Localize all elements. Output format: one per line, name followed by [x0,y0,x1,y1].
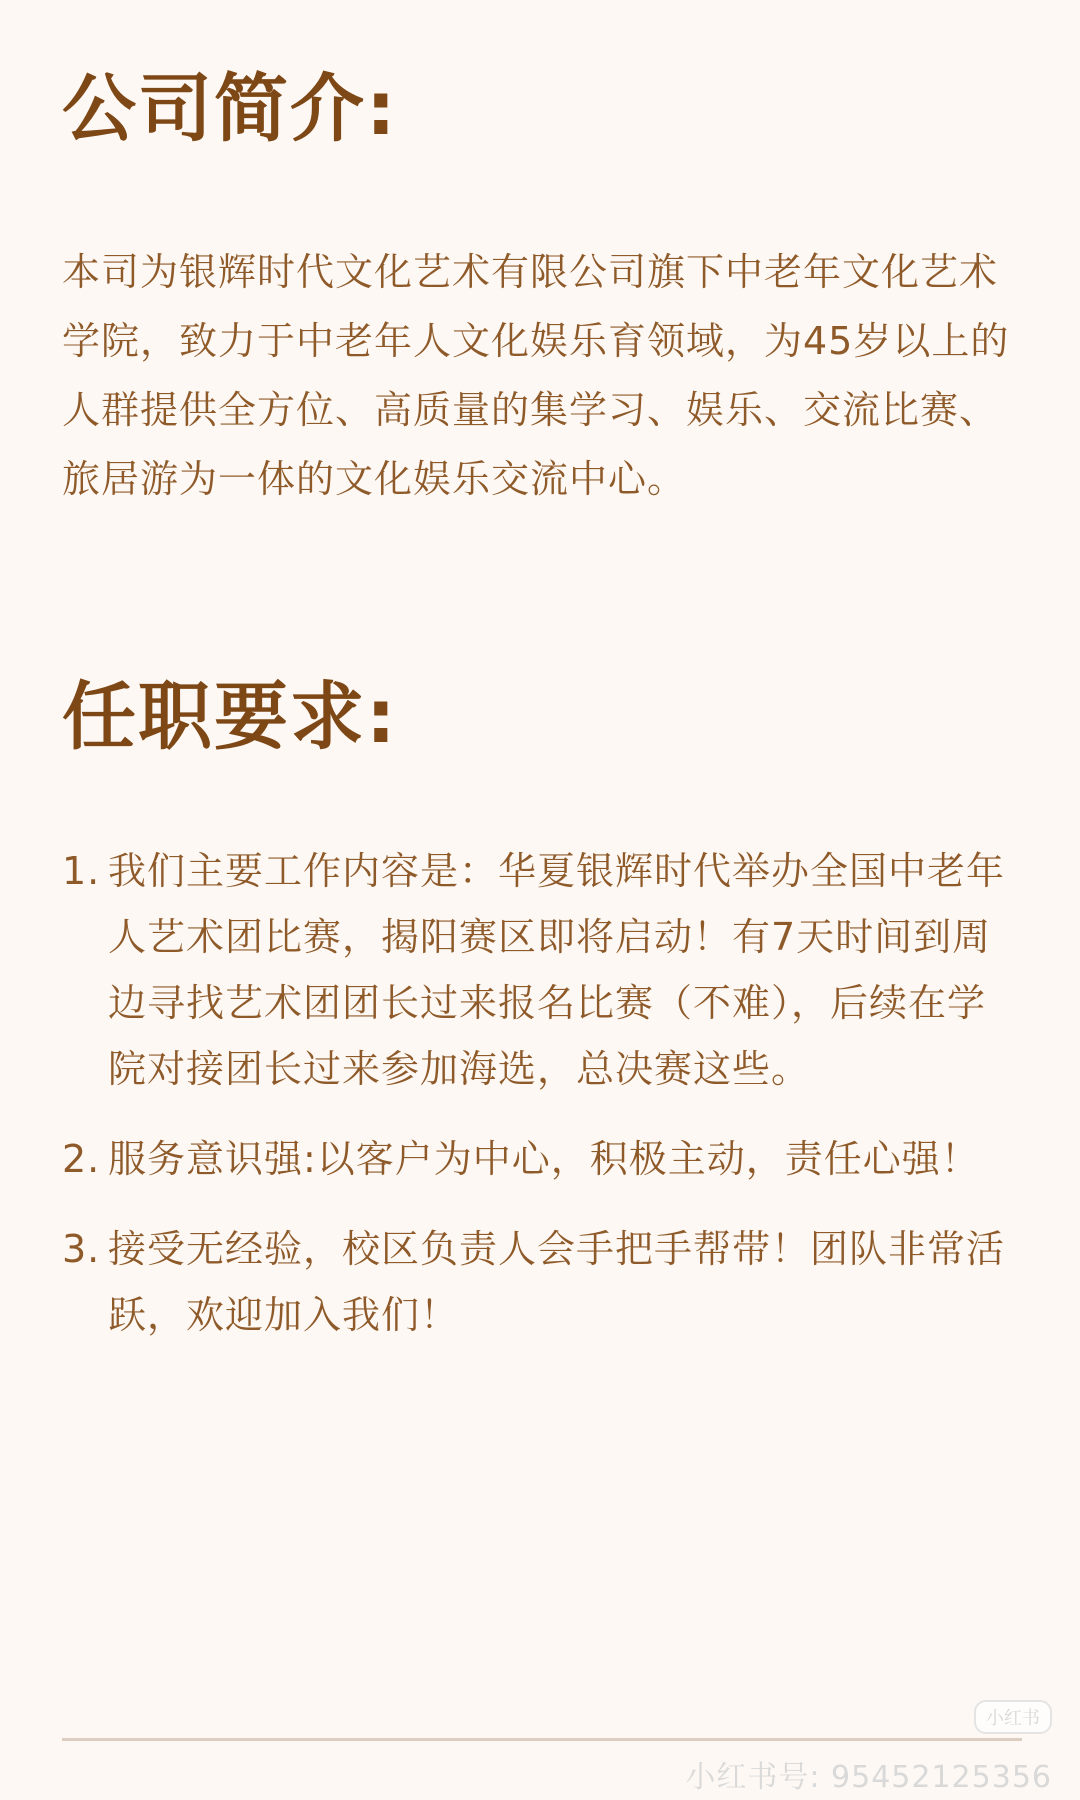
requirement-item-3 [62,1216,1022,1348]
requirement-text: 接受无经验，校区负责人会手把手帮带！团队非常活跃，欢迎加入我们！ [108,1227,1006,1337]
company-intro-text: 本司为银辉时代文化艺术有限公司旗下中老年文化艺术学院，致力于中老年人文化娱乐育领域，为45岁以上的人群提供全方位、高质量的集学习、娱乐、交流比赛、旅居游为一体的文化娱乐交流中心。 [62,250,1010,501]
requirement-text: 服务意识强:以客户为中心，积极主动，责任心强！ [108,1137,980,1181]
requirement-number: 2. [62,1137,101,1181]
requirement-item-1 [62,838,1022,1102]
requirement-item-2 [62,1126,1022,1192]
xiaohongshu-id-watermark: 小红书号: 95452125356 [685,1760,1052,1795]
requirement-number: 3. [62,1227,101,1271]
company-intro-heading: 公司简介: [62,66,398,152]
bottom-divider [62,1738,1022,1741]
requirements-list [62,838,1022,1348]
requirement-number: 1. [62,849,101,893]
requirement-text: 我们主要工作内容是：华夏银辉时代举办全国中老年人艺术团比赛，揭阳赛区即将启动！有7天时间到周边寻找艺术团团长过来报名比赛（不难），后续在学院对接团长过来参加海选，总决赛这些。 [108,849,1006,1091]
xiaohongshu-watermark-badge: 小红书 [974,1700,1052,1734]
job-requirements-heading: 任职要求: [62,674,398,760]
